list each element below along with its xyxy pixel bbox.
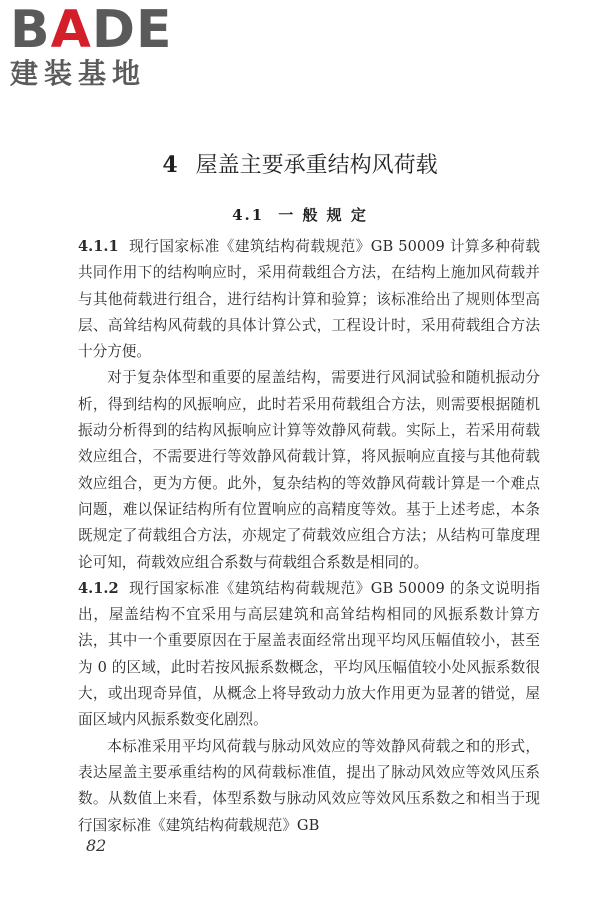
paragraph — [78, 734, 540, 839]
logo-subtitle: 建装基地 — [10, 57, 147, 90]
section-heading — [0, 204, 600, 225]
clause-number: 4.1.2 — [78, 579, 119, 597]
logo-letters-2: DE — [91, 0, 173, 60]
paragraph-4-1-2 — [78, 576, 540, 734]
chapter-number: 4 — [162, 152, 178, 178]
chapter-title: 屋盖主要承重结构风荷载 — [195, 153, 438, 178]
section-title: 一 般 规 定 — [278, 206, 368, 224]
logo-letter-accent: A — [50, 0, 92, 60]
logo-letters-1: B — [10, 0, 51, 60]
logo-wordmark — [10, 0, 173, 60]
bade-logo — [10, 0, 173, 90]
paragraph-4-1-1 — [78, 234, 540, 365]
paragraph-text: 对于复杂体型和重要的屋盖结构，需要进行风洞试验和随机振动分析，得到结构的风振响应，此时若采用荷载组合方法，则需要根据随机振动分析得到的结构风振响应计算等效静风荷载。实际上，若采用荷载效应组合，不需要进行等效静风荷载计算，将风振响应直接与其他荷载效应组合，更为方便。此外，复杂结构的等效静风荷载计算是一个难点问题，难以保证结构所有位置响应的高精度等效。基于上述考虑，本条既规定了荷载组合方法，亦规定了荷载效应组合方法；从结构可靠度理论可知，荷载效应组合系数与荷载组合系数是相同的。 — [78, 369, 540, 571]
paragraph-text: 现行国家标准《建筑结构荷载规范》GB 50009 的条文说明指出，屋盖结构不宜采用与高层建筑和高耸结构相同的风振系数计算方法，其中一个重要原因在于屋盖表面经常出现平均风压幅值较小，甚至为 0 的区域，此时若按风振系数概念，平均风压幅值较小处风振系数很大，或出现奇异值，从概念上将导致动力放大作用更为显著的错觉，屋面区域内风振系数变化剧烈。 — [78, 579, 540, 729]
paragraph — [78, 365, 540, 575]
page-number: 82 — [86, 836, 107, 855]
paragraph-text: 现行国家标准《建筑结构荷载规范》GB 50009 计算多种荷载共同作用下的结构响应时，采用荷载组合方法，在结构上施加风荷载并与其他荷载进行组合，进行结构计算和验算；该标准给出了规则体型高层、高耸结构风荷载的具体计算公式，工程设计时，采用荷载组合方法十分方便。 — [78, 238, 540, 361]
paragraph-text: 本标准采用平均风荷载与脉动风效应的等效静风荷载之和的形式，表达屋盖主要承重结构的风荷载标准值，提出了脉动风效应等效风压系数。从数值上来看，体型系数与脉动风效应等效风压系数之和相当于现行国家标准《建筑结构荷载规范》GB — [78, 737, 540, 834]
body-text — [78, 234, 540, 839]
section-number: 4.1 — [232, 206, 265, 224]
chapter-heading — [0, 148, 600, 179]
clause-number: 4.1.1 — [78, 238, 119, 255]
